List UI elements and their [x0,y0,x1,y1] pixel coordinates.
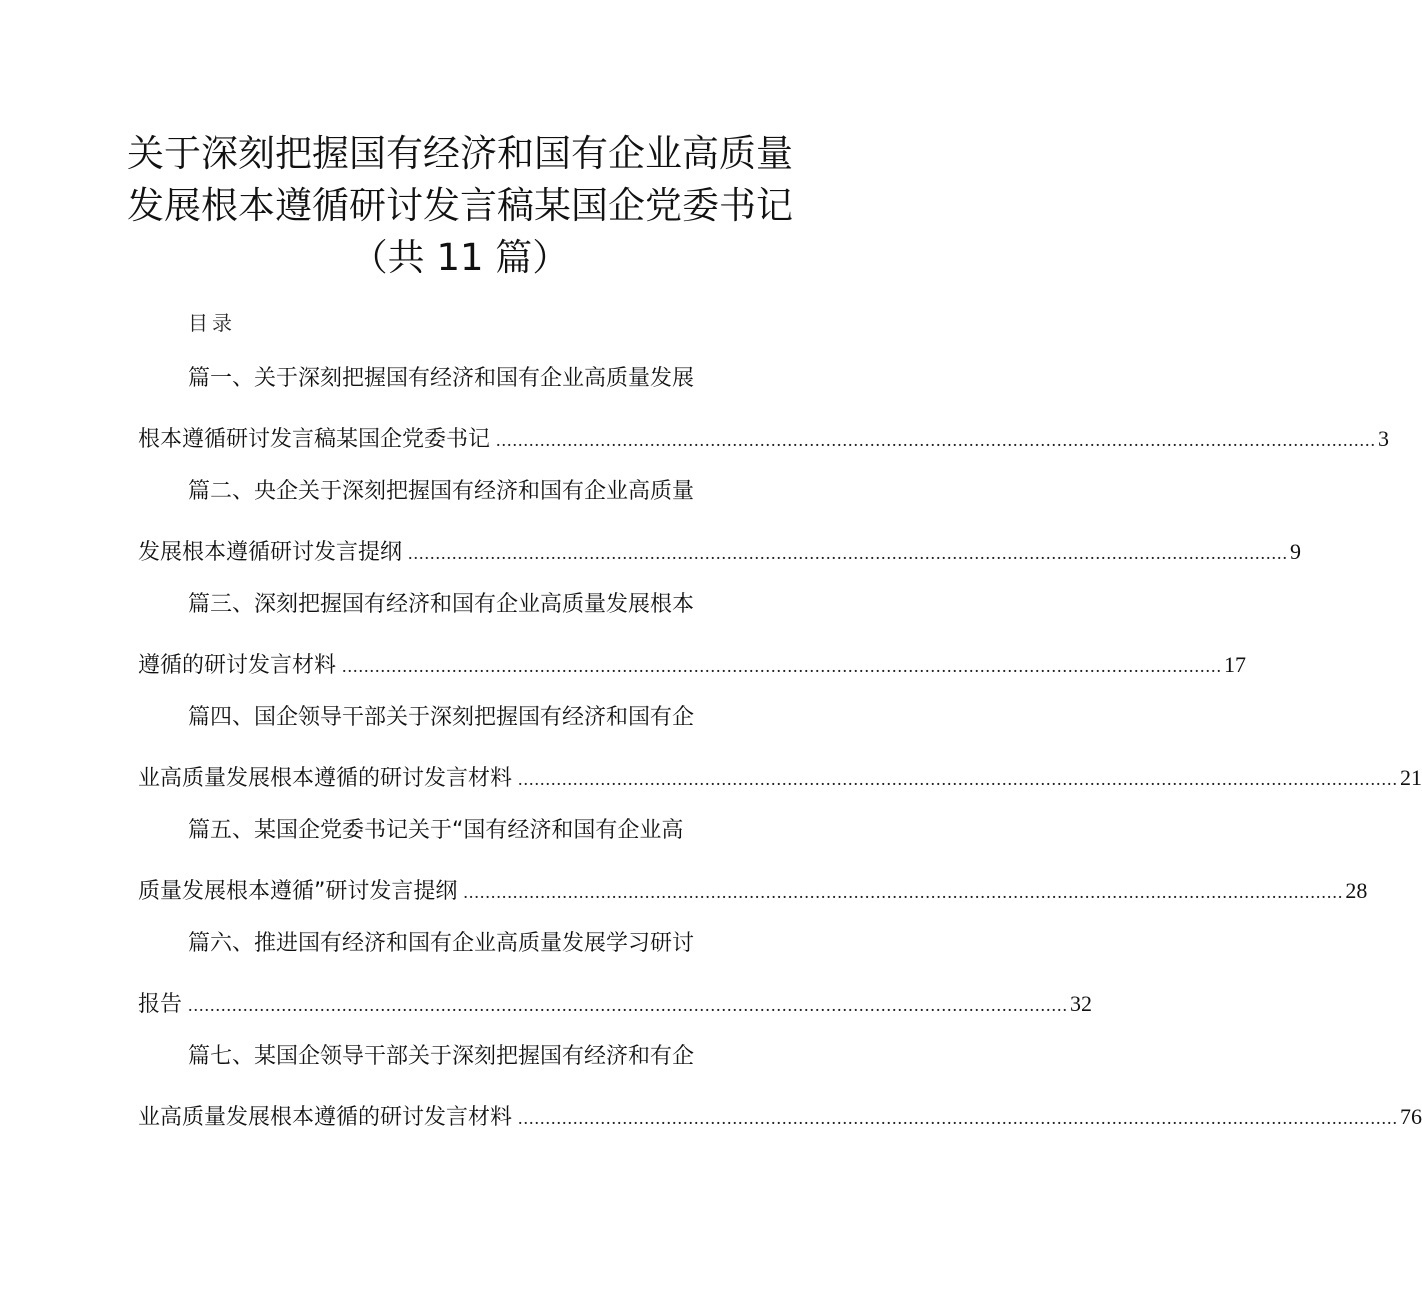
toc-entry-title: 篇二、央企关于深刻把握国有经济和国有企业高质量 [188,479,695,504]
toc-entry-continuation [138,868,1368,914]
toc-entry[interactable] [138,1034,1422,1147]
dot-leader: ................................................................................................................................................................ [408,543,1289,563]
toc-entry-continuation [138,529,1302,575]
dot-leader: ................................................................................................................................................................ [188,995,1069,1015]
toc-entry-continuation [138,416,1390,462]
toc-entry-title: 篇七、某国企领导干部关于深刻把握国有经济和有企 [188,1044,695,1069]
toc-entry[interactable] [138,808,1368,921]
toc-entry-title: 篇五、某国企党委书记关于“国有经济和国有企业高 [188,818,684,843]
toc-entry-title: 篇四、国企领导干部关于深刻把握国有经济和国有企 [188,705,695,730]
dot-leader: ................................................................................................................................................................ [518,769,1399,789]
toc-entry-continuation [138,755,1422,801]
toc-page-number: 76 [1400,1104,1422,1129]
toc-entry-continuation [138,981,1093,1027]
toc-entry-title-cont: 根本遵循研讨发言稿某国企党委书记 [138,427,491,452]
toc-entry[interactable] [138,582,1247,695]
dot-leader: ................................................................................................................................................................ [342,656,1223,676]
toc-entry-title: 篇三、深刻把握国有经济和国有企业高质量发展根本 [188,592,695,617]
toc-entry-continuation [138,642,1247,688]
dot-leader: ................................................................................................................................................................ [496,430,1377,450]
toc-entry-title-cont: 业高质量发展根本遵循的研讨发言材料 [138,1105,513,1130]
toc-entry-title: 篇六、推进国有经济和国有企业高质量发展学习研讨 [188,931,695,956]
dot-leader: ................................................................................................................................................................ [518,1108,1399,1128]
toc-page-number: 21 [1400,765,1422,790]
title-line-3: （共 11 篇） [350,236,570,279]
toc-entry-title-cont: 质量发展根本遵循”研讨发言提纲 [138,879,458,904]
title-line-2: 发展根本遵循研讨发言稿某国企党委书记 [127,184,793,227]
toc-page-number: 3 [1378,426,1390,451]
toc-entry-title: 篇一、关于深刻把握国有经济和国有企业高质量发展 [188,366,695,391]
toc-entry[interactable] [138,921,1093,1034]
table-of-contents [138,356,1422,1147]
toc-entry-title-cont: 业高质量发展根本遵循的研讨发言材料 [138,766,513,791]
toc-page-number: 32 [1070,991,1093,1016]
toc-entry[interactable] [138,695,1422,808]
toc-heading: 目录 [188,311,236,335]
dot-leader: ................................................................................................................................................................ [463,882,1344,902]
toc-entry[interactable] [138,356,1390,469]
toc-entry[interactable] [138,469,1302,582]
toc-page-number: 17 [1224,652,1247,677]
document-title [0,128,920,284]
toc-page-number: 9 [1290,539,1302,564]
toc-entry-continuation [138,1094,1422,1140]
toc-entry-title-cont: 发展根本遵循研讨发言提纲 [138,540,403,565]
toc-entry-title-cont: 报告 [138,992,183,1017]
title-line-1: 关于深刻把握国有经济和国有企业高质量 [127,132,793,175]
toc-entry-title-cont: 遵循的研讨发言材料 [138,653,337,678]
toc-page-number: 28 [1345,878,1368,903]
